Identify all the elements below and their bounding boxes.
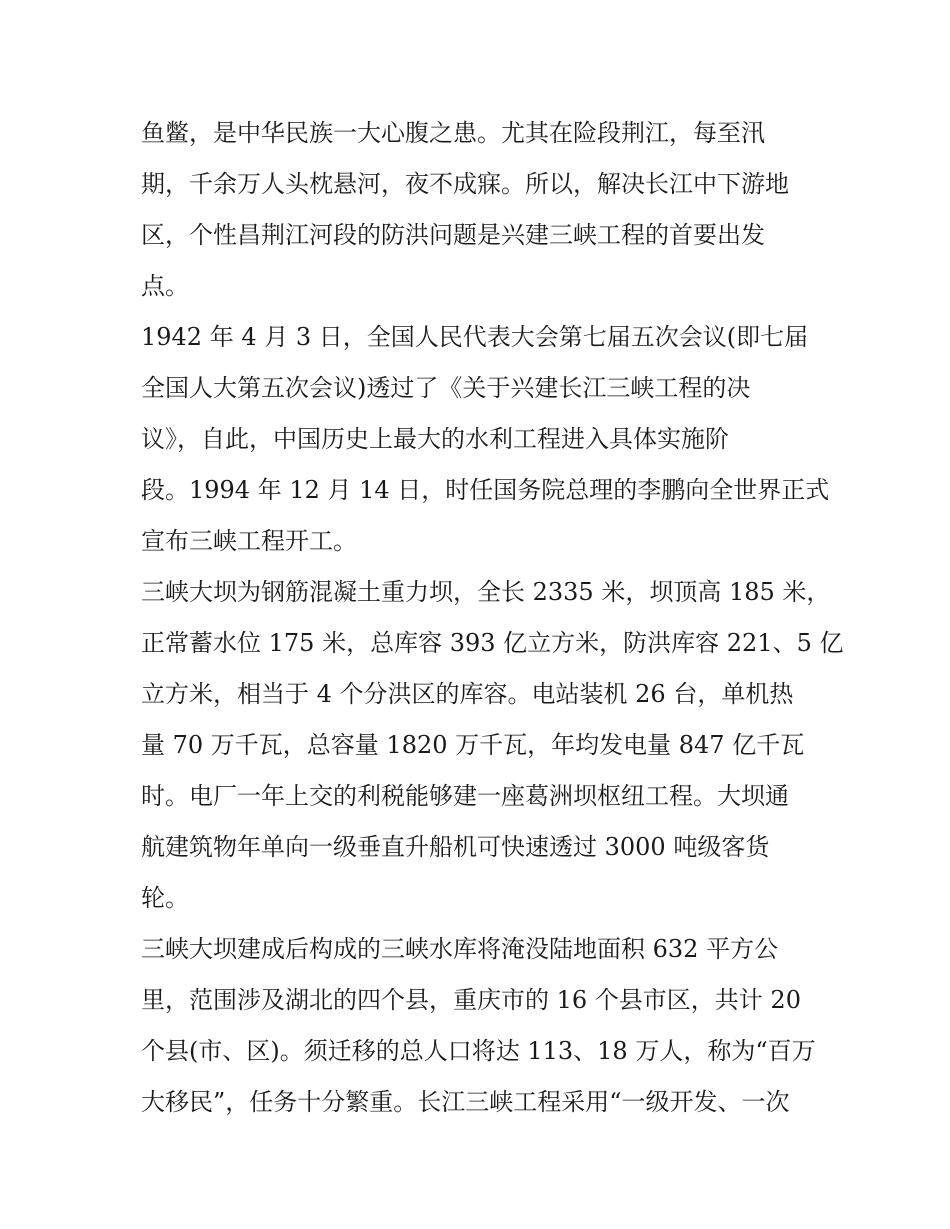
text-line: 三峡大坝建成后构成的三峡水库将淹没陆地面积 632 平方公 — [141, 935, 779, 963]
text-line: 大移民”，任务十分繁重。长江三峡工程采用“一级开发、一次 — [141, 1088, 790, 1116]
text-line: 航建筑物年单向一级垂直升船机可快速透过 3000 吨级客货 — [141, 833, 770, 861]
text-line: 宣布三峡工程开工。 — [141, 527, 357, 555]
text-line: 里，范围涉及湖北的四个县，重庆市的 16 个县市区，共计 20 — [141, 986, 801, 1014]
text-line: 三峡大坝为钢筋混凝土重力坝，全长 2335 米，坝顶高 185 米， — [141, 578, 831, 606]
text-line: 全国人大第五次会议)透过了《关于兴建长江三峡工程的决 — [141, 374, 751, 402]
text-line: 期，千余万人头枕悬河，夜不成寐。所以，解决长江中下游地 — [141, 170, 789, 198]
text-line: 段。1994 年 12 月 14 日，时任国务院总理的李鹏向全世界正式 — [141, 476, 830, 504]
text-line: 区，个性昌荆江河段的防洪问题是兴建三峡工程的首要出发 — [141, 221, 765, 249]
text-line: 量 70 万千瓦，总容量 1820 万千瓦，年均发电量 847 亿千瓦 — [141, 731, 805, 759]
text-line: 立方米，相当于 4 个分洪区的库容。电站装机 26 台，单机热 — [141, 680, 794, 708]
text-line: 鱼鳖，是中华民族一大心腹之患。尤其在险段荆江，每至汛 — [141, 119, 765, 147]
text-line: 正常蓄水位 175 米，总库容 393 亿立方米，防洪库容 221、5 亿 — [141, 629, 844, 657]
text-line: 轮。 — [141, 884, 189, 912]
text-line: 个县(市、区)。须迁移的总人口将达 113、18 万人，称为“百万 — [141, 1037, 816, 1065]
text-line: 时。电厂一年上交的利税能够建一座葛洲坝枢纽工程。大坝通 — [141, 782, 789, 810]
document-body — [141, 108, 844, 1128]
text-line: 点。 — [141, 272, 189, 300]
text-line: 议》，自此，中国历史上最大的水利工程进入具体实施阶 — [141, 425, 729, 453]
text-line: 1942 年 4 月 3 日，全国人民代表大会第七届五次会议(即七届 — [141, 323, 809, 351]
